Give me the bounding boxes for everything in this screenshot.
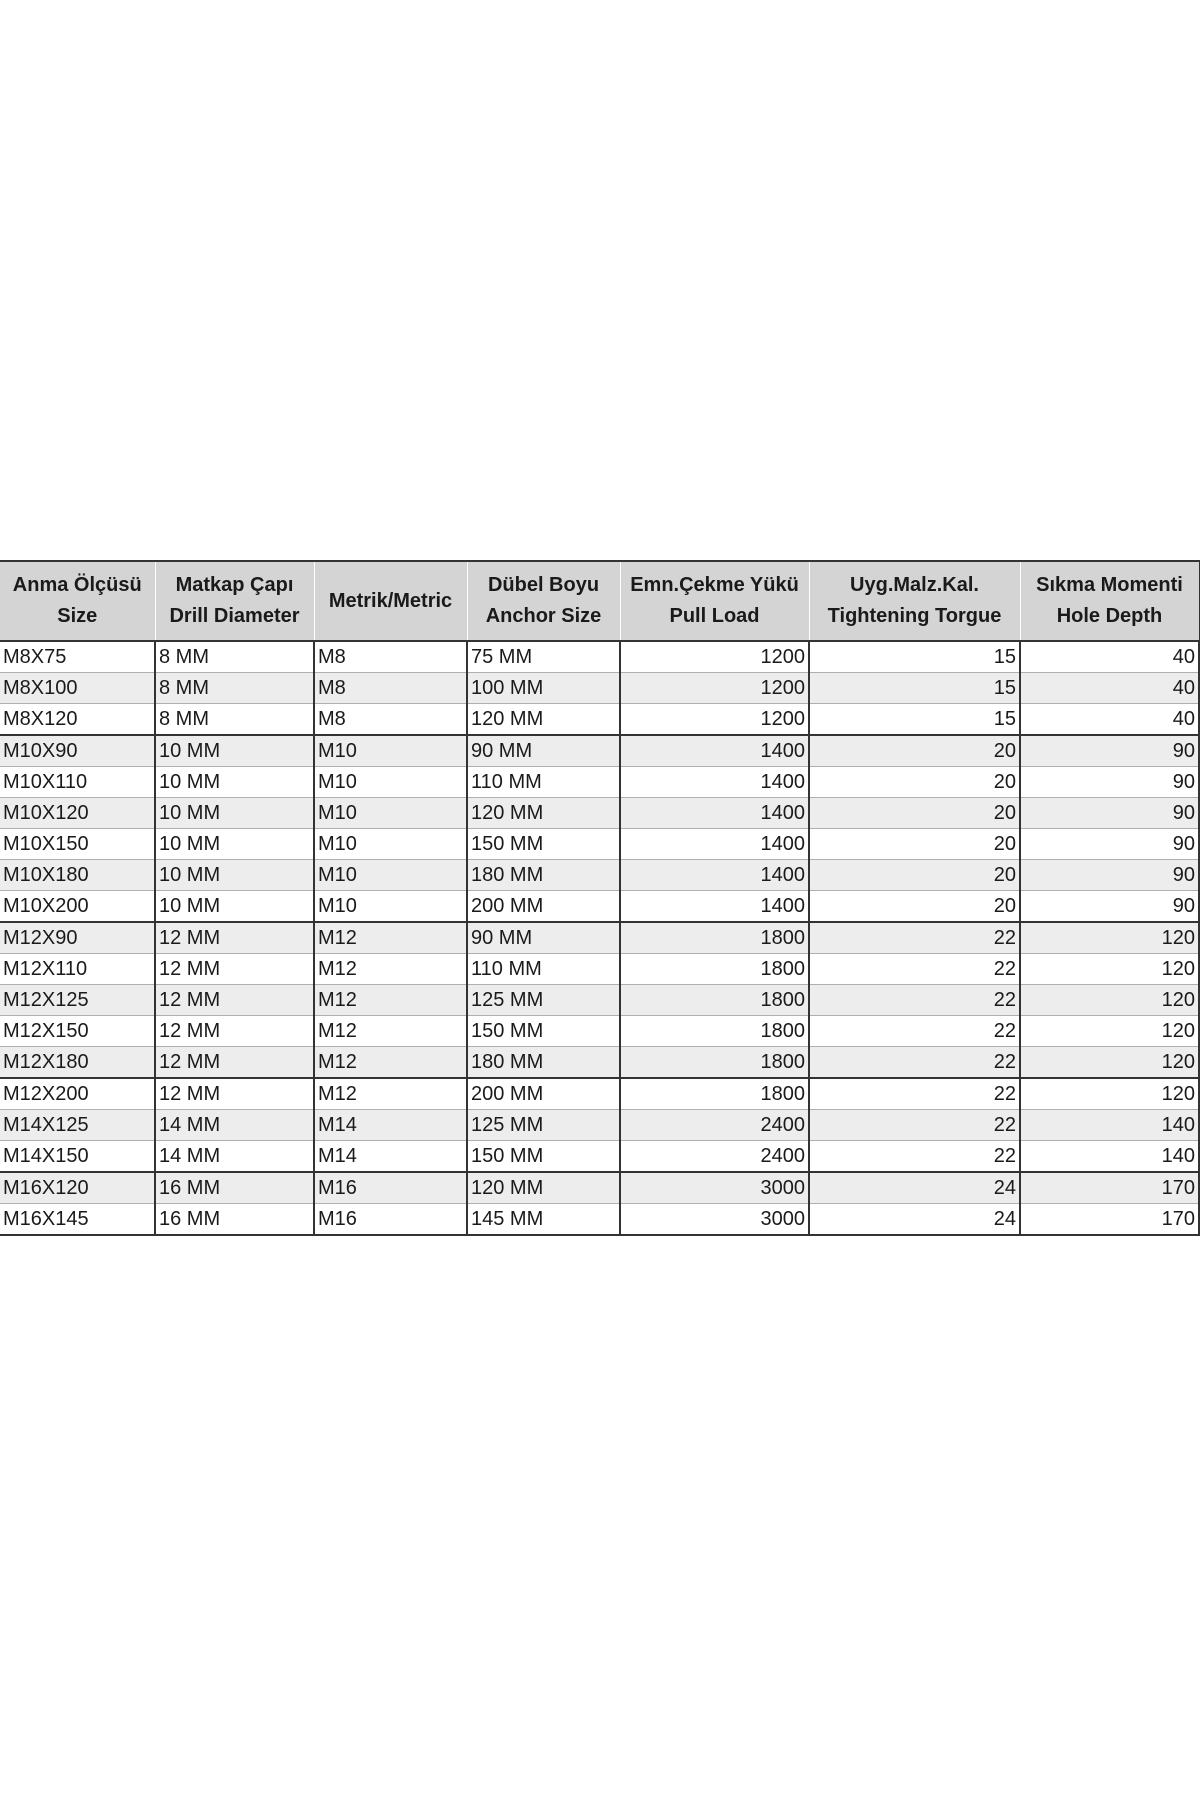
table-row [0,860,1199,891]
cell-size: M16X120 [0,1172,155,1204]
cell-size: M10X200 [0,891,155,923]
header-hole-depth-en: Hole Depth [1056,605,1163,627]
table-row [0,891,1199,923]
header-drill-diameter-en: Drill Diameter [169,605,300,627]
cell-hole-depth: 120 [1020,1047,1199,1079]
cell-hole-depth: 40 [1020,673,1199,704]
table-row [0,735,1199,767]
table-row [0,1047,1199,1079]
cell-pull-load: 1200 [620,641,809,673]
cell-metric: M10 [314,891,467,923]
cell-pull-load: 1400 [620,798,809,829]
cell-tightening-torque: 20 [809,798,1020,829]
cell-drill-diameter: 10 MM [155,891,314,923]
cell-drill-diameter: 10 MM [155,798,314,829]
cell-drill-diameter: 10 MM [155,767,314,798]
cell-size: M10X90 [0,735,155,767]
table-row [0,1078,1199,1110]
cell-metric: M12 [314,954,467,985]
cell-metric: M14 [314,1141,467,1173]
table-row [0,829,1199,860]
cell-size: M8X100 [0,673,155,704]
cell-drill-diameter: 8 MM [155,641,314,673]
cell-anchor-size: 125 MM [467,985,620,1016]
cell-drill-diameter: 10 MM [155,860,314,891]
cell-hole-depth: 120 [1020,1078,1199,1110]
cell-tightening-torque: 22 [809,954,1020,985]
cell-size: M10X150 [0,829,155,860]
cell-hole-depth: 90 [1020,891,1199,923]
cell-hole-depth: 120 [1020,985,1199,1016]
table-row [0,673,1199,704]
cell-tightening-torque: 20 [809,829,1020,860]
cell-pull-load: 1800 [620,1016,809,1047]
cell-drill-diameter: 12 MM [155,954,314,985]
cell-tightening-torque: 22 [809,1141,1020,1173]
cell-drill-diameter: 16 MM [155,1204,314,1236]
header-anchor-size [467,561,620,641]
cell-pull-load: 1800 [620,922,809,954]
cell-anchor-size: 120 MM [467,1172,620,1204]
cell-pull-load: 1400 [620,829,809,860]
table-row [0,1172,1199,1204]
cell-drill-diameter: 14 MM [155,1110,314,1141]
cell-hole-depth: 90 [1020,735,1199,767]
cell-tightening-torque: 22 [809,985,1020,1016]
cell-metric: M14 [314,1110,467,1141]
cell-pull-load: 1800 [620,1047,809,1079]
cell-drill-diameter: 12 MM [155,985,314,1016]
cell-hole-depth: 120 [1020,954,1199,985]
cell-tightening-torque: 22 [809,1047,1020,1079]
cell-pull-load: 3000 [620,1204,809,1236]
cell-anchor-size: 120 MM [467,704,620,736]
cell-tightening-torque: 22 [809,1110,1020,1141]
header-tightening-torque [809,561,1020,641]
header-hole-depth-tr: Sıkma Momenti [1036,574,1183,596]
cell-hole-depth: 40 [1020,704,1199,736]
cell-metric: M10 [314,860,467,891]
table-row [0,1204,1199,1236]
cell-size: M8X75 [0,641,155,673]
cell-hole-depth: 90 [1020,860,1199,891]
cell-hole-depth: 90 [1020,798,1199,829]
header-size [0,561,155,641]
cell-pull-load: 2400 [620,1110,809,1141]
header-pull-load-tr: Emn.Çekme Yükü [630,574,799,596]
header-pull-load [620,561,809,641]
table-row [0,1141,1199,1173]
cell-metric: M10 [314,767,467,798]
cell-size: M10X120 [0,798,155,829]
cell-drill-diameter: 10 MM [155,735,314,767]
cell-pull-load: 1400 [620,860,809,891]
cell-drill-diameter: 12 MM [155,1078,314,1110]
cell-tightening-torque: 15 [809,641,1020,673]
header-tightening-torque-tr: Uyg.Malz.Kal. [850,574,979,596]
header-size-tr: Anma Ölçüsü [12,574,142,596]
cell-tightening-torque: 22 [809,1078,1020,1110]
cell-metric: M12 [314,1016,467,1047]
cell-size: M12X90 [0,922,155,954]
cell-drill-diameter: 8 MM [155,673,314,704]
cell-tightening-torque: 22 [809,922,1020,954]
cell-tightening-torque: 24 [809,1172,1020,1204]
cell-pull-load: 1800 [620,1078,809,1110]
cell-hole-depth: 140 [1020,1141,1199,1173]
cell-size: M10X180 [0,860,155,891]
cell-tightening-torque: 20 [809,860,1020,891]
cell-hole-depth: 90 [1020,767,1199,798]
cell-anchor-size: 125 MM [467,1110,620,1141]
cell-size: M8X120 [0,704,155,736]
cell-size: M12X125 [0,985,155,1016]
cell-anchor-size: 110 MM [467,954,620,985]
cell-hole-depth: 90 [1020,829,1199,860]
cell-tightening-torque: 24 [809,1204,1020,1236]
cell-drill-diameter: 12 MM [155,1047,314,1079]
cell-tightening-torque: 22 [809,1016,1020,1047]
cell-pull-load: 1800 [620,985,809,1016]
cell-tightening-torque: 15 [809,673,1020,704]
header-metric [314,561,467,641]
cell-metric: M12 [314,922,467,954]
table-row [0,798,1199,829]
cell-size: M16X145 [0,1204,155,1236]
header-drill-diameter-tr: Matkap Çapı [175,574,294,596]
cell-hole-depth: 120 [1020,922,1199,954]
table-row [0,1110,1199,1141]
cell-anchor-size: 200 MM [467,1078,620,1110]
header-row [0,561,1199,641]
cell-hole-depth: 40 [1020,641,1199,673]
cell-drill-diameter: 16 MM [155,1172,314,1204]
cell-metric: M10 [314,798,467,829]
cell-hole-depth: 170 [1020,1204,1199,1236]
cell-pull-load: 1200 [620,673,809,704]
cell-metric: M12 [314,1078,467,1110]
cell-pull-load: 1400 [620,767,809,798]
cell-anchor-size: 150 MM [467,829,620,860]
header-tightening-torque-en: Tightening Torgue [827,605,1002,627]
cell-anchor-size: 90 MM [467,922,620,954]
cell-size: M14X125 [0,1110,155,1141]
cell-metric: M8 [314,641,467,673]
cell-pull-load: 1200 [620,704,809,736]
cell-size: M12X150 [0,1016,155,1047]
table-header [0,561,1199,641]
cell-pull-load: 2400 [620,1141,809,1173]
cell-tightening-torque: 20 [809,735,1020,767]
table-row [0,922,1199,954]
table-row [0,954,1199,985]
table-row [0,1016,1199,1047]
cell-metric: M8 [314,704,467,736]
cell-hole-depth: 140 [1020,1110,1199,1141]
cell-anchor-size: 110 MM [467,767,620,798]
cell-hole-depth: 120 [1020,1016,1199,1047]
cell-pull-load: 1400 [620,891,809,923]
header-size-en: Size [57,605,98,627]
cell-anchor-size: 75 MM [467,641,620,673]
cell-metric: M8 [314,673,467,704]
cell-anchor-size: 150 MM [467,1016,620,1047]
table-row [0,641,1199,673]
cell-hole-depth: 170 [1020,1172,1199,1204]
header-metric-label: Metrik/Metric [328,589,453,612]
cell-drill-diameter: 14 MM [155,1141,314,1173]
cell-tightening-torque: 15 [809,704,1020,736]
header-pull-load-en: Pull Load [669,605,760,627]
cell-anchor-size: 150 MM [467,1141,620,1173]
cell-pull-load: 1400 [620,735,809,767]
header-anchor-size-tr: Dübel Boyu [487,574,600,596]
cell-drill-diameter: 12 MM [155,1016,314,1047]
cell-metric: M16 [314,1204,467,1236]
cell-metric: M16 [314,1172,467,1204]
header-drill-diameter [155,561,314,641]
cell-tightening-torque: 20 [809,891,1020,923]
cell-anchor-size: 180 MM [467,1047,620,1079]
cell-size: M12X110 [0,954,155,985]
cell-anchor-size: 180 MM [467,860,620,891]
cell-metric: M12 [314,1047,467,1079]
cell-drill-diameter: 8 MM [155,704,314,736]
cell-size: M14X150 [0,1141,155,1173]
table-body [0,641,1199,1235]
cell-pull-load: 3000 [620,1172,809,1204]
cell-anchor-size: 145 MM [467,1204,620,1236]
cell-metric: M10 [314,735,467,767]
cell-size: M12X180 [0,1047,155,1079]
cell-metric: M10 [314,829,467,860]
header-anchor-size-en: Anchor Size [485,605,602,627]
table-row [0,704,1199,736]
table-row [0,767,1199,798]
cell-pull-load: 1800 [620,954,809,985]
cell-metric: M12 [314,985,467,1016]
cell-anchor-size: 200 MM [467,891,620,923]
cell-tightening-torque: 20 [809,767,1020,798]
table-row [0,985,1199,1016]
cell-size: M12X200 [0,1078,155,1110]
cell-anchor-size: 90 MM [467,735,620,767]
anchor-spec-table [0,560,1200,1236]
cell-drill-diameter: 10 MM [155,829,314,860]
cell-size: M10X110 [0,767,155,798]
header-hole-depth [1020,561,1199,641]
cell-anchor-size: 100 MM [467,673,620,704]
cell-anchor-size: 120 MM [467,798,620,829]
cell-drill-diameter: 12 MM [155,922,314,954]
